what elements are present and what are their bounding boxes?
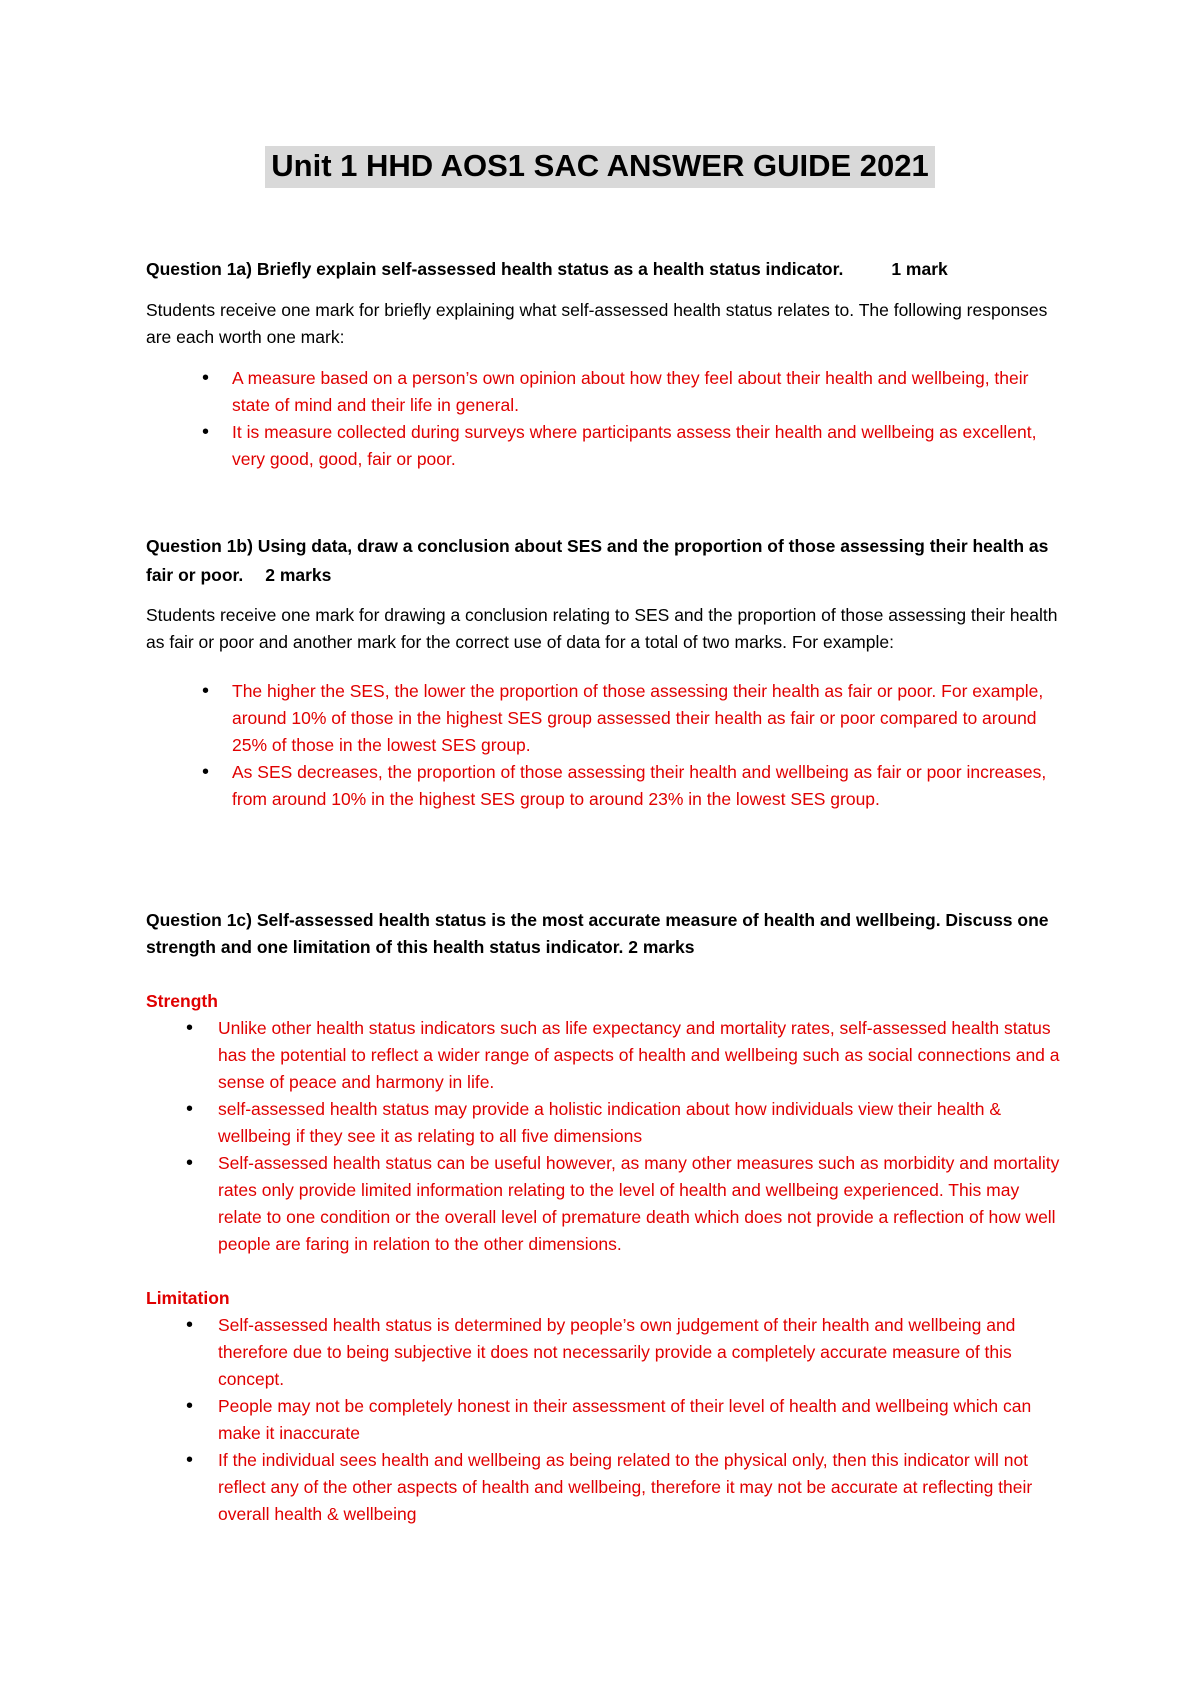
question-1a (146, 256, 1066, 473)
answer-item: • As SES decreases, the proportion of those assessing their health and wellbeing as fair or poor increases, from around 10% in the highest SES group to around 23% in the lowest SES group. (146, 759, 1066, 813)
strength-heading: Strength (146, 991, 218, 1011)
question-1a-heading (146, 256, 1066, 283)
limitation-list (146, 1312, 1066, 1528)
title-wrap (0, 146, 1200, 188)
limitation-item: • Self-assessed health status is determined by people’s own judgement of their health and wellbeing and therefore due to being subjective it does not necessarily provide a completely accurate measure of this concept. (146, 1312, 1066, 1393)
strength-item: • Unlike other health status indicators such as life expectancy and mortality rates, self-assessed health status has the potential to reflect a wider range of aspects of health and wellbeing such as social connections and a sense of peace and harmony in life. (146, 1015, 1066, 1096)
answer-item: • A measure based on a person’s own opinion about how they feel about their health and wellbeing, their state of mind and their life in general. (146, 365, 1066, 419)
limitation-item: • If the individual sees health and wellbeing as being related to the physical only, then this indicator will not reflect any of the other aspects of health and wellbeing, therefore it may not be accurate at reflecting their overall health & wellbeing (146, 1447, 1066, 1528)
question-1b-text: Question 1b) Using data, draw a conclusion about SES and the proportion of those assessing their health as fair or poor. (146, 536, 1049, 585)
question-1c-heading: Question 1c) Self-assessed health status is the most accurate measure of health and wellbeing. Discuss one strength and one limitation of this health status indicator. 2 marks (146, 910, 1049, 957)
question-1a-text: Question 1a) Briefly explain self-assessed health status as a health status indicator. (146, 259, 844, 279)
question-1b-intro: Students receive one mark for drawing a conclusion relating to SES and the proportion of those assessing their health as fair or poor and another mark for the correct use of data for a total of two marks. For example: (146, 605, 1058, 652)
question-1c (146, 907, 1066, 1528)
strength-item: • self-assessed health status may provide a holistic indication about how individuals view their health & wellbeing if they see it as relating to all five dimensions (146, 1096, 1066, 1150)
strength-item: • Self-assessed health status can be useful however, as many other measures such as morbidity and mortality rates only provide limited information relating to the level of health and wellbeing experienced. This may relate to one condition or the overall level of premature death which does not provide a reflection of how well people are faring in relation to the other dimensions. (146, 1150, 1066, 1258)
strength-list (146, 1015, 1066, 1258)
page-title: Unit 1 HHD AOS1 SAC ANSWER GUIDE 2021 (265, 146, 934, 188)
answer-item: • It is measure collected during surveys where participants assess their health and wellbeing as excellent, very good, good, fair or poor. (146, 419, 1066, 473)
answer-item: • The higher the SES, the lower the proportion of those assessing their health as fair or poor. For example, around 10% of those in the highest SES group assessed their health as fair or poor compared to around 25% of those in the lowest SES group. (146, 678, 1066, 759)
question-1a-answers (146, 365, 1066, 473)
question-1b (146, 532, 1066, 813)
question-1b-answers (146, 678, 1066, 813)
limitation-item: • People may not be completely honest in their assessment of their level of health and wellbeing which can make it inaccurate (146, 1393, 1066, 1447)
limitation-heading: Limitation (146, 1288, 230, 1308)
question-1b-heading (146, 532, 1066, 590)
question-1a-intro: Students receive one mark for briefly explaining what self-assessed health status relates to. The following responses are each worth one mark: (146, 300, 1048, 347)
question-1a-marks: 1 mark (891, 259, 948, 279)
question-1b-marks: 2 marks (265, 565, 332, 585)
